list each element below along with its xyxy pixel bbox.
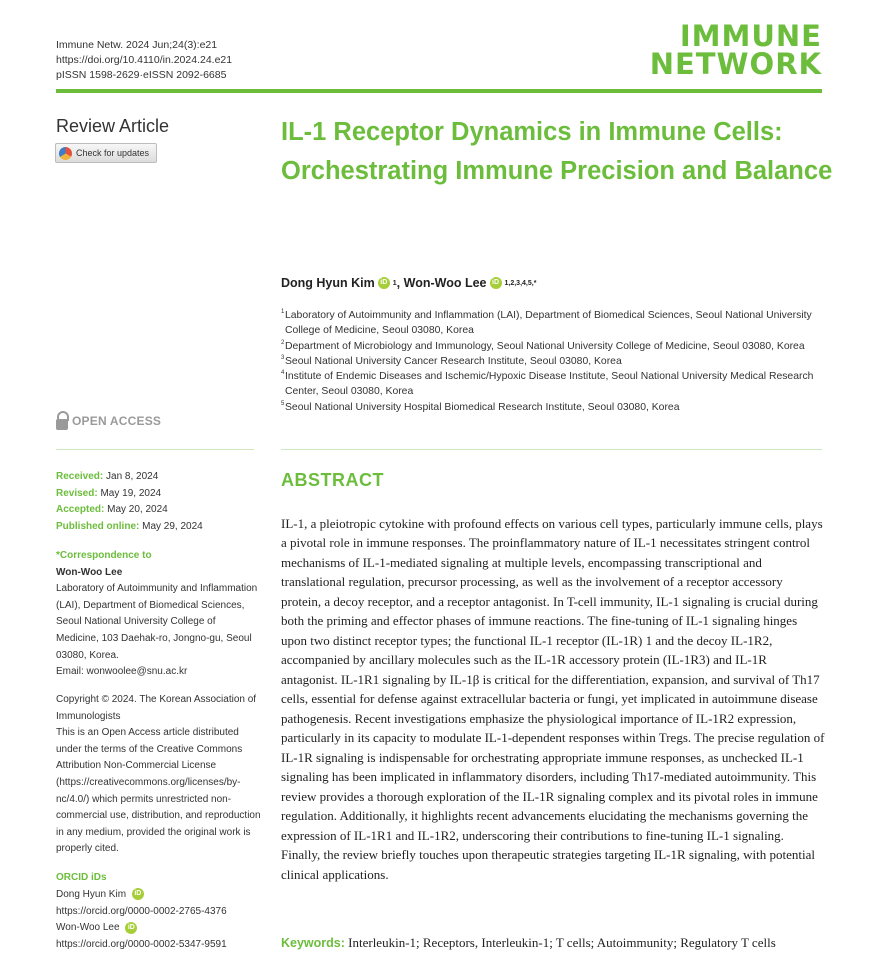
open-access-label: OPEN ACCESS (72, 413, 162, 428)
orcid-icon[interactable]: iD (125, 922, 137, 934)
affiliation: 1 Laboratory of Autoimmunity and Inflammation (LAI), Department of Biomedical Sciences, Seoul National University College of Medicine, Seoul 03080, Korea (281, 309, 812, 337)
correspondence-name: Won-Woo Lee (56, 566, 123, 578)
author-name: Won-Woo Lee (403, 276, 487, 290)
affiliation: 5 Seoul National University Hospital Biomedical Research Institute, Seoul 03080, Korea (281, 400, 680, 413)
issn: pISSN 1598-2629·eISSN 2092-6685 (56, 69, 227, 81)
author-list (281, 276, 536, 290)
logo-line-2: NETWORK (649, 47, 822, 81)
date-published: Published online: May 29, 2024 (56, 520, 203, 532)
copyright-line: Copyright © 2024. The Korean Association of Immunologists (56, 694, 257, 722)
orcid-label: ORCID iDs (56, 872, 107, 883)
sidebar-divider (56, 449, 254, 450)
affiliation: 4 Institute of Endemic Diseases and Ischemic/Hypoxic Disease Institute, Seoul National University Medical Research Center, Seoul 03080, Korea (281, 370, 814, 398)
keywords (281, 935, 841, 951)
logo-line-1: IMMUNE (679, 19, 822, 53)
keywords-label: Keywords: (281, 936, 345, 950)
abstract-text: IL-1, a pleiotropic cytokine with profound effects on various cell types, particularly immune cells, plays a pivotal role in immune responses. The proinflammatory nature of IL-1 necessitates stringent control mechanisms of IL-1-mediated signaling at multiple levels, encompassing transcriptional and translational regulation, precursor processing, as well as the involvement of a receptor accessory protein, a decoy receptor, and a receptor antagonist. In T-cell immunity, IL-1 signaling is crucial during both the priming and effector phases of immune reactions. The fine-tuning of IL-1 signaling hinges upon two distinct receptor types; the functional IL-1 receptor (IL-1R) 1 and the decoy IL-1R2, accompanied by ancillary molecules such as the IL-1R accessory protein (IL-1R3) and IL-1R antagonist. IL-1R1 signaling by IL-1β is critical for the differentiation, expansion, and survival of Th17 cells, essential for defense against extracellular bacteria or fungi, yet implicated in autoimmune disease pathogenesis. Recent investigations emphasize the physiological importance of IL-1R2 expression, particularly in its capacity to modulate IL-1-dependent responses within Tregs. The precise regulation of IL-1R signaling is indispensable for orchestrating appropriate immune responses, as unchecked IL-1 signaling has been implicated in inflammatory disorders, including Th17-mediated autoimmunity. This review provides a thorough exploration of the IL-1R signaling complex and its pivotal roles in immune regulation. Additionally, it highlights recent advancements elucidating the mechanisms governing the expression of IL-1R1 and IL-1R2, underscoring their contributions to fine-tuning IL-1 signaling. Finally, the review briefly touches upon therapeutic strategies targeting IL-1R signaling, with potential clinical applications. (281, 516, 825, 882)
orcid-ids (56, 870, 261, 954)
crossmark-icon (59, 147, 72, 160)
orcid-icon[interactable]: iD (378, 277, 390, 289)
affiliations (281, 308, 826, 415)
journal-logo (646, 19, 822, 81)
open-access-badge (56, 411, 161, 430)
correspondence-address: Laboratory of Autoimmunity and Inflammation (LAI), Department of Biomedical Sciences, Seoul National University College of Medicine, 103 Daehak-ro, Jongno-gu, Seoul 03080, Korea. (56, 583, 258, 661)
article-type: Review Article (56, 116, 170, 136)
correspondence-label: *Correspondence to (56, 550, 152, 561)
orcid-url[interactable]: https://orcid.org/0000-0002-5347-9591 (56, 939, 227, 951)
check-updates-label: Check for updates (76, 148, 150, 158)
journal-meta (56, 38, 232, 83)
article-title: IL-1 Receptor Dynamics in Immune Cells: Orchestrating Immune Precision and Balance (281, 118, 833, 185)
affiliation: 3 Seoul National University Cancer Research Institute, Seoul 03080, Korea (281, 354, 622, 367)
author-name: Dong Hyun Kim (281, 276, 375, 290)
citation: Immune Netw. 2024 Jun;24(3):e21 (56, 39, 218, 51)
check-updates-button[interactable] (55, 143, 157, 163)
orcid-name: Dong Hyun Kim iD (56, 887, 261, 904)
keywords-text: Interleukin-1; Receptors, Interleukin-1; T cells; Autoimmunity; Regulatory T cells (348, 935, 776, 950)
author-affiliation-sup: 1 (392, 279, 397, 287)
abstract-divider (281, 449, 822, 450)
license-text: This is an Open Access article distributed under the terms of the Creative Commons Attribution Non-Commercial License (https://creativecommons.org/licenses/by-nc/4.0/) which permits unrestricted non-commercial use, distribution, and reproduction in any medium, provided the original work is properly cited. (56, 727, 261, 855)
author-affiliation-sup: 1,2,3,4,5,* (504, 279, 537, 287)
doi-link[interactable]: https://doi.org/10.4110/in.2024.24.e21 (56, 54, 233, 66)
orcid-icon[interactable]: iD (132, 888, 144, 900)
correspondence (56, 548, 261, 681)
orcid-name: Won-Woo Lee iD (56, 920, 261, 937)
author-separator: , (396, 276, 401, 290)
date-received: Received: Jan 8, 2024 (56, 471, 159, 482)
copyright (56, 692, 261, 858)
date-revised: Revised: May 19, 2024 (56, 487, 162, 499)
article-dates (56, 469, 203, 535)
affiliation: 2 Department of Microbiology and Immunology, Seoul National University College of Medicine, Seoul 03080, Korea (281, 339, 805, 352)
orcid-icon[interactable]: iD (490, 277, 502, 289)
correspondence-email[interactable]: Email: wonwoolee@snu.ac.kr (56, 666, 188, 678)
open-lock-icon (56, 411, 68, 430)
abstract-heading: ABSTRACT (281, 470, 384, 490)
orcid-url[interactable]: https://orcid.org/0000-0002-2765-4376 (56, 905, 227, 917)
header-rule (56, 89, 822, 93)
date-accepted: Accepted: May 20, 2024 (56, 504, 168, 515)
